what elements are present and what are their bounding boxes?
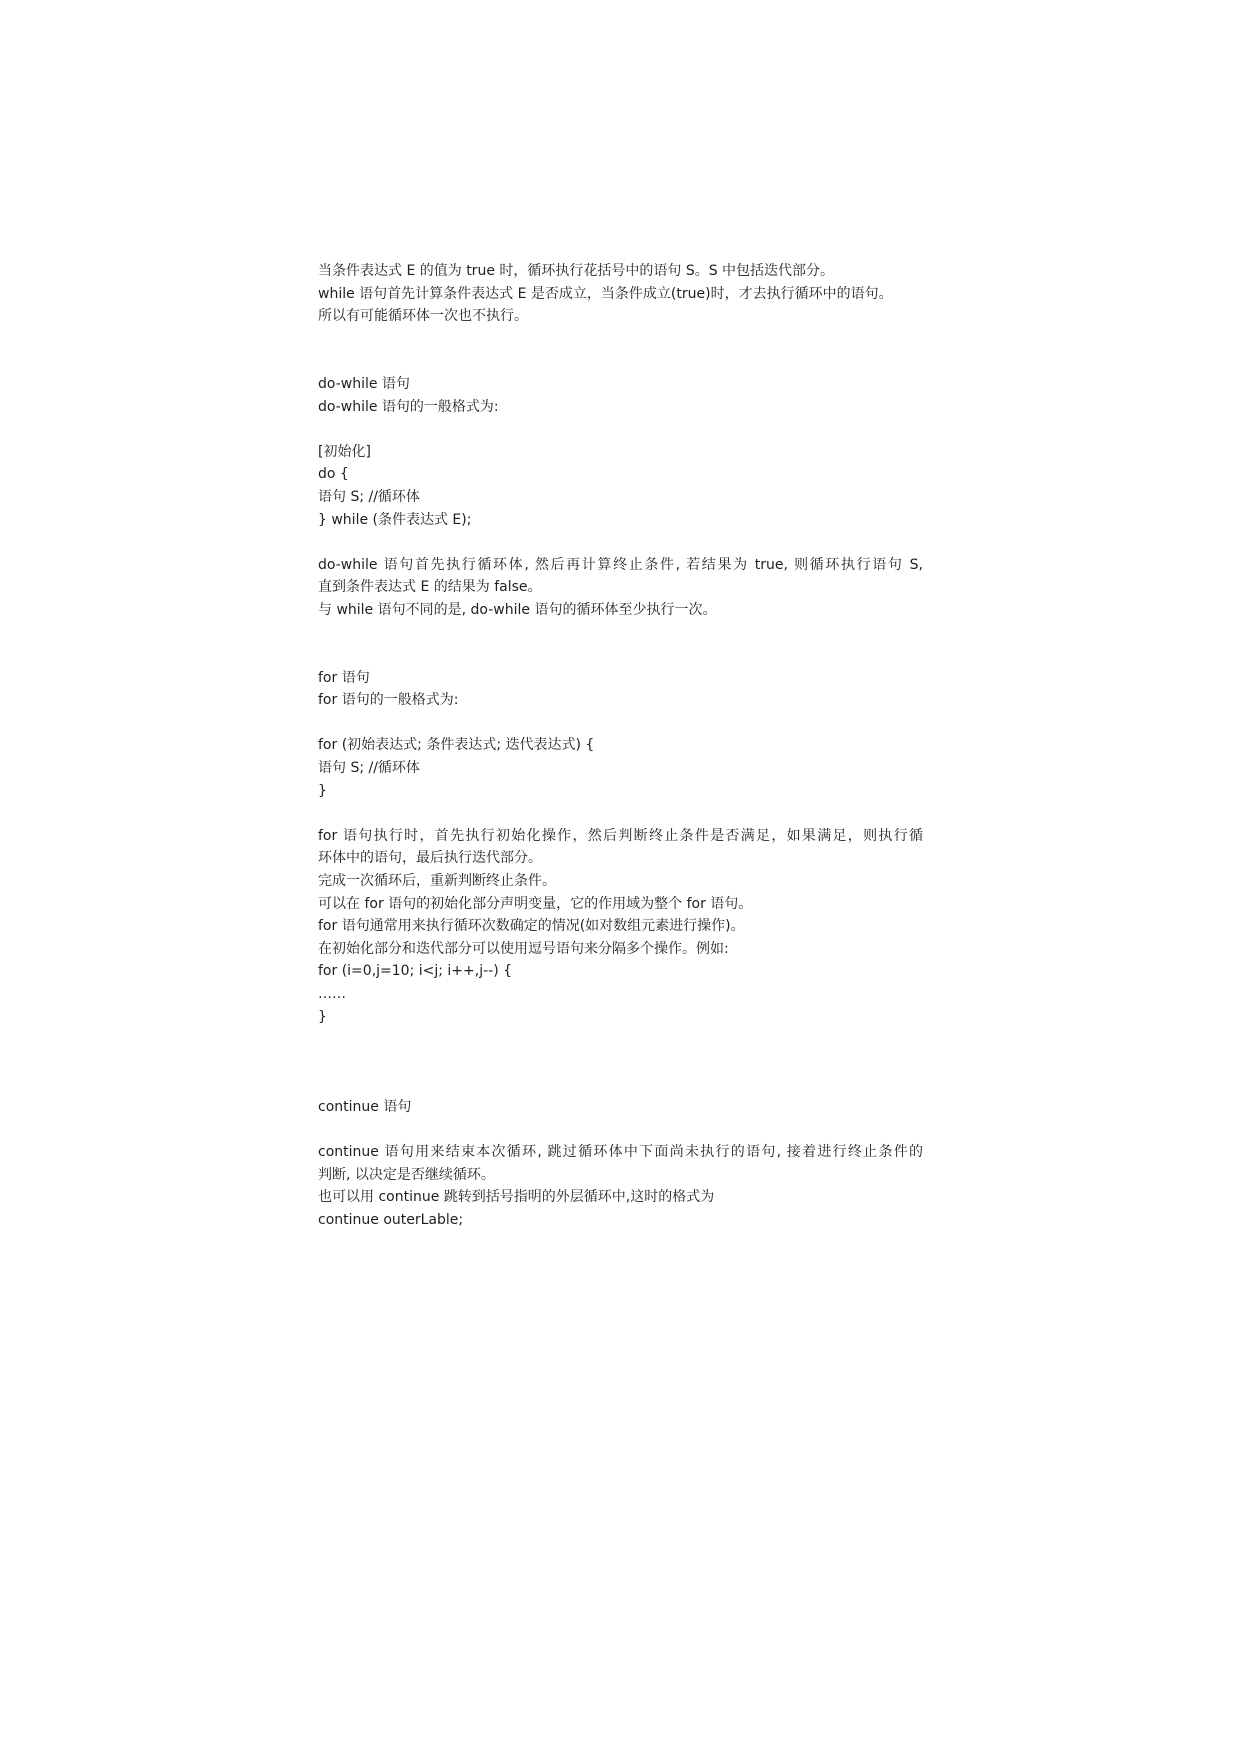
code-line: continue outerLable; bbox=[318, 1211, 464, 1228]
section-heading-for: for 语句 bbox=[318, 669, 370, 686]
section-heading-continue: continue 语句 bbox=[318, 1098, 412, 1115]
code-line: 语句 S; //循环体 bbox=[318, 488, 420, 505]
spacer bbox=[318, 1028, 923, 1096]
code-line: do { bbox=[318, 466, 349, 483]
text-line: continue 语句用来结束本次循环, 跳过循环体中下面尚未执行的语句, 接着进行终止条件的 bbox=[318, 1144, 923, 1161]
code-line: …… bbox=[318, 986, 346, 1002]
text-line: 也可以用 continue 跳转到括号指明的外层循环中,这时的格式为 bbox=[318, 1189, 715, 1206]
text-line: do-while 语句首先执行循环体, 然后再计算终止条件, 若结果为 true, 则循环执行语句 S, bbox=[318, 556, 923, 573]
spacer bbox=[318, 418, 923, 441]
text-line: 完成一次循环后，重新判断终止条件。 bbox=[318, 873, 556, 890]
code-line: } bbox=[318, 782, 327, 799]
text-line: 所以有可能循环体一次也不执行。 bbox=[318, 308, 528, 325]
text-line: do-while 语句的一般格式为: bbox=[318, 398, 499, 415]
text-line: 判断, 以决定是否继续循环。 bbox=[318, 1166, 495, 1183]
code-line: [初始化] bbox=[318, 443, 371, 460]
text-line: for 语句执行时，首先执行初始化操作，然后判断终止条件是否满足，如果满足，则执行循 bbox=[318, 827, 923, 844]
text-line: 直到条件表达式 E 的结果为 false。 bbox=[318, 579, 542, 596]
spacer bbox=[318, 531, 923, 554]
text-line: while 语句首先计算条件表达式 E 是否成立，当条件成立(true)时，才去执行循环中的语句。 bbox=[318, 285, 893, 302]
text-line: 环体中的语句，最后执行迭代部分。 bbox=[318, 850, 542, 867]
text-line: for 语句通常用来执行循环次数确定的情况(如对数组元素进行操作)。 bbox=[318, 918, 745, 935]
text-line: 在初始化部分和迭代部分可以使用逗号语句来分隔多个操作。例如: bbox=[318, 940, 729, 957]
spacer bbox=[318, 1119, 923, 1142]
document-body bbox=[318, 260, 923, 1232]
text-line: 可以在 for 语句的初始化部分声明变量，它的作用域为整个 for 语句。 bbox=[318, 895, 753, 912]
code-line: 语句 S; //循环体 bbox=[318, 760, 420, 777]
code-line: for (初始表达式; 条件表达式; 迭代表达式) { bbox=[318, 737, 595, 754]
code-line: } bbox=[318, 1008, 327, 1025]
code-line: } while (条件表达式 E); bbox=[318, 511, 472, 528]
text-line: 当条件表达式 E 的值为 true 时，循环执行花括号中的语句 S。S 中包括迭代部分。 bbox=[318, 263, 835, 279]
section-heading-do-while: do-while 语句 bbox=[318, 375, 410, 392]
spacer bbox=[318, 622, 923, 667]
spacer bbox=[318, 328, 923, 373]
code-line: for (i=0,j=10; i<j; i++,j--) { bbox=[318, 963, 513, 980]
spacer bbox=[318, 712, 923, 735]
spacer bbox=[318, 802, 923, 825]
text-line: for 语句的一般格式为: bbox=[318, 692, 459, 709]
text-line: 与 while 语句不同的是, do-while 语句的循环体至少执行一次。 bbox=[318, 601, 717, 618]
